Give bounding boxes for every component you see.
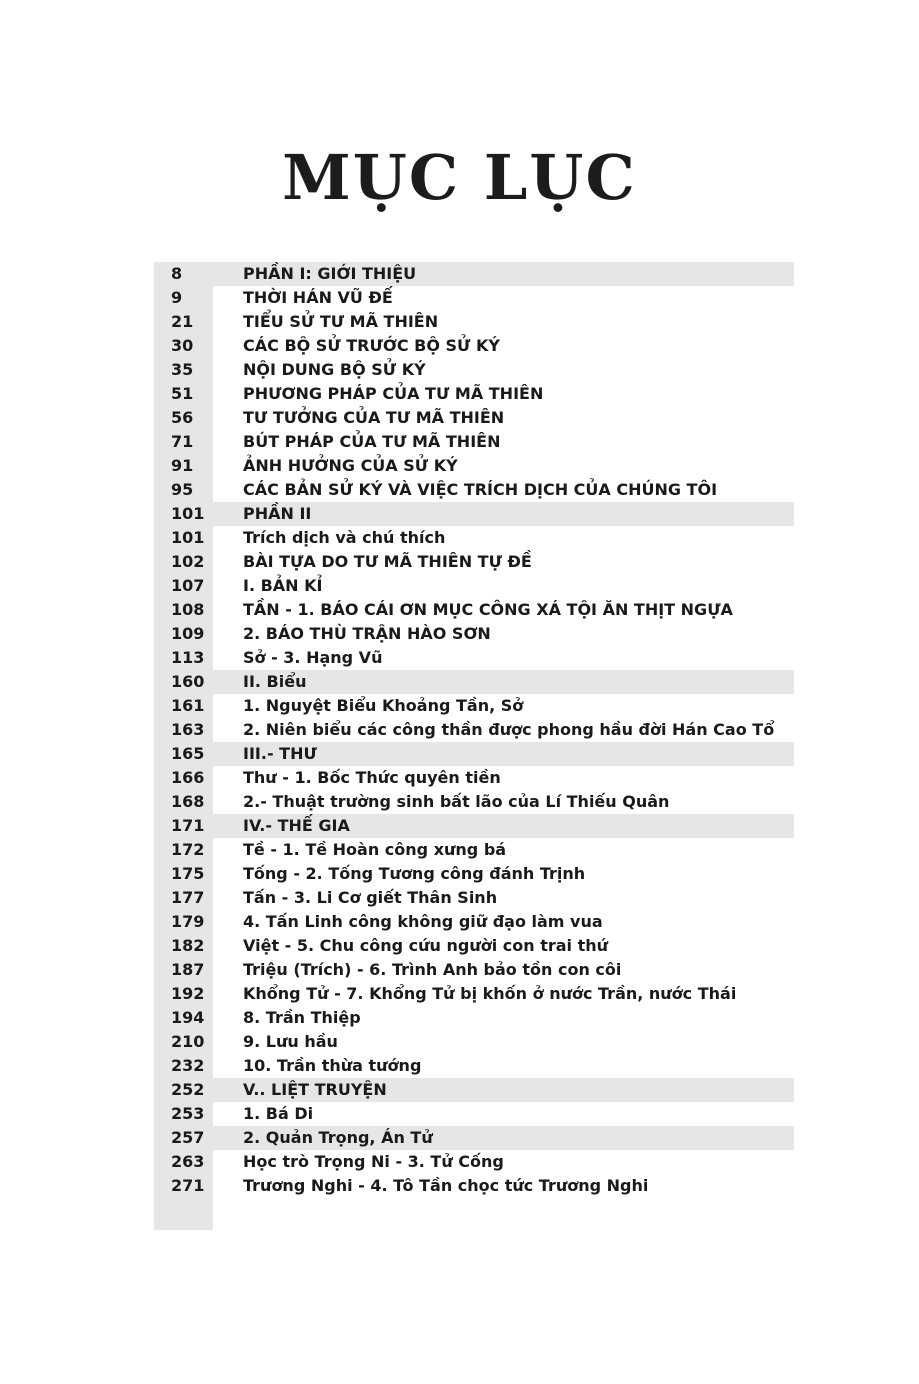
toc-entry-title: 2. BÁO THÙ TRẬN HÀO SƠN [243, 624, 491, 643]
toc-section-row [154, 262, 794, 286]
toc-entry-title: BÀI TỰA DO TƯ MÃ THIÊN TỰ ĐỀ [243, 552, 532, 571]
toc-page-number: 252 [171, 1080, 205, 1099]
toc-page-number: 194 [171, 1008, 205, 1027]
toc-entry-title: NỘI DUNG BỘ SỬ KÝ [243, 360, 426, 379]
toc-page-number: 179 [171, 912, 205, 931]
toc-page-number: 253 [171, 1104, 205, 1123]
toc-page-number: 177 [171, 888, 205, 907]
toc-entry-row [154, 766, 794, 790]
toc-entry-row [154, 982, 794, 1006]
toc-page-number: 187 [171, 960, 205, 979]
toc-entry-title: 9. Lưu hầu [243, 1032, 338, 1051]
toc-entry-title: Khổng Tử - 7. Khổng Tử bị khốn ở nước Trần, nước Thái [243, 984, 737, 1003]
toc-page-number: 30 [171, 336, 194, 355]
toc-entry-row [154, 694, 794, 718]
toc-entry-row [154, 286, 794, 310]
toc-entry-row [154, 574, 794, 598]
toc-entry-row [154, 646, 794, 670]
toc-page-number: 101 [171, 504, 205, 523]
toc-entry-row [154, 478, 794, 502]
toc-page-number: 263 [171, 1152, 205, 1171]
toc-entry-title: PHẦN I: GIỚI THIỆU [243, 264, 417, 283]
toc-entry-row [154, 934, 794, 958]
toc-section-row [154, 1078, 794, 1102]
toc-section-row [154, 670, 794, 694]
toc-page-number: 165 [171, 744, 205, 763]
toc-page-number: 166 [171, 768, 205, 787]
toc-page-number: 21 [171, 312, 194, 331]
toc-entry-title: Triệu (Trích) - 6. Trình Anh bảo tồn con côi [243, 960, 622, 979]
toc-page-number: 161 [171, 696, 205, 715]
toc-entry-title: 8. Trần Thiệp [243, 1008, 361, 1027]
toc-entry-title: II. Biểu [243, 672, 307, 691]
toc-page-number: 163 [171, 720, 205, 739]
toc-page-number: 271 [171, 1176, 205, 1195]
toc-entry-title: Trích dịch và chú thích [243, 528, 446, 547]
toc-entry-row [154, 1054, 794, 1078]
toc-page-number: 192 [171, 984, 205, 1003]
toc-page-number: 172 [171, 840, 205, 859]
toc-entry-title: 1. Bá Di [243, 1104, 314, 1123]
toc-page-number: 9 [171, 288, 183, 307]
toc-page-number: 160 [171, 672, 205, 691]
toc-section-row [154, 742, 794, 766]
toc-page-number: 56 [171, 408, 194, 427]
toc-page-number: 35 [171, 360, 194, 379]
toc-entry-title: ẢNH HƯỞNG CỦA SỬ KÝ [243, 456, 458, 475]
toc-entry-row [154, 838, 794, 862]
toc-entry-title: Việt - 5. Chu công cứu người con trai thứ [243, 936, 609, 955]
toc-page-number: 232 [171, 1056, 205, 1075]
toc-page-number: 257 [171, 1128, 205, 1147]
toc-page-number: 175 [171, 864, 205, 883]
toc-entry-title: V.. LIỆT TRUYỆN [243, 1080, 387, 1099]
toc-entry-row [154, 958, 794, 982]
toc-entry-title: Học trò Trọng Ni - 3. Tử Cống [243, 1152, 504, 1171]
toc-entry-row [154, 430, 794, 454]
page-title: MỤC LỤC [282, 141, 637, 214]
toc-entry-row [154, 1150, 794, 1174]
toc-entry-title: 2. Quản Trọng, Án Tử [243, 1128, 433, 1147]
toc-entry-title: BÚT PHÁP CỦA TƯ MÃ THIÊN [243, 432, 501, 451]
toc-entry-row [154, 334, 794, 358]
toc-entry-title: 4. Tấn Linh công không giữ đạo làm vua [243, 912, 603, 931]
toc-page-number: 95 [171, 480, 194, 499]
toc-entry-title: CÁC BẢN SỬ KÝ VÀ VIỆC TRÍCH DỊCH CỦA CHÚNG TÔI [243, 480, 718, 499]
toc-page-number: 168 [171, 792, 205, 811]
toc-entry-row [154, 1102, 794, 1126]
toc-section-row [154, 814, 794, 838]
toc-entry-row [154, 358, 794, 382]
toc-section-row [154, 502, 794, 526]
toc-entry-title: TƯ TƯỞNG CỦA TƯ MÃ THIÊN [243, 408, 505, 427]
toc-entry-row [154, 1174, 794, 1198]
toc-page-number: 210 [171, 1032, 205, 1051]
toc-entry-title: CÁC BỘ SỬ TRƯỚC BỘ SỬ KÝ [243, 336, 500, 355]
toc-entry-title: Sở - 3. Hạng Vũ [243, 648, 383, 667]
toc-entry-title: Tề - 1. Tề Hoàn công xưng bá [243, 840, 507, 859]
toc-entry-row [154, 598, 794, 622]
toc-page-number: 113 [171, 648, 205, 667]
toc-entry-title: I. BẢN KỈ [243, 576, 323, 595]
toc-entry-title: PHƯƠNG PHÁP CỦA TƯ MÃ THIÊN [243, 384, 544, 403]
toc-entry-row [154, 454, 794, 478]
toc-entry-title: III.- THƯ [243, 744, 317, 763]
toc-entry-title: 10. Trần thừa tướng [243, 1056, 422, 1075]
toc-entry-title: 1. Nguyệt Biểu Khoảng Tần, Sở [243, 696, 524, 715]
toc-page-number: 109 [171, 624, 205, 643]
toc-page-number: 182 [171, 936, 205, 955]
toc-entry-title: PHẦN II [243, 504, 312, 523]
toc-page-number: 101 [171, 528, 205, 547]
toc-entry-title: Thư - 1. Bốc Thức quyên tiền [243, 768, 501, 787]
toc-page-number: 102 [171, 552, 205, 571]
toc-entry-row [154, 886, 794, 910]
toc-entry-title: THỜI HÁN VŨ ĐẾ [243, 288, 393, 307]
toc-entry-row [154, 622, 794, 646]
toc-entry-row [154, 718, 794, 742]
toc-entry-title: TẦN - 1. BÁO CÁI ƠN MỤC CÔNG XÁ TỘI ĂN THỊT NGỰA [243, 600, 733, 619]
toc-entry-row [154, 910, 794, 934]
toc-page-number: 51 [171, 384, 194, 403]
toc-entry-title: 2. Niên biểu các công thần được phong hầu đời Hán Cao Tổ [243, 720, 775, 739]
toc-page-number: 91 [171, 456, 194, 475]
toc-entry-title: 2.- Thuật trường sinh bất lão của Lí Thiếu Quân [243, 792, 670, 811]
toc-entry-row [154, 1030, 794, 1054]
toc-page-number: 108 [171, 600, 205, 619]
toc-entry-row [154, 1006, 794, 1030]
toc-entry-title: Trương Nghi - 4. Tô Tần chọc tức Trương Nghi [243, 1176, 649, 1195]
toc-entry-title: Tống - 2. Tống Tương công đánh Trịnh [243, 864, 586, 883]
toc-page-number: 171 [171, 816, 205, 835]
toc-entry-title: IV.- THẾ GIA [243, 816, 350, 835]
toc-entry-title: TIỂU SỬ TƯ MÃ THIÊN [243, 312, 439, 331]
toc-entry-row [154, 310, 794, 334]
toc-entry-row [154, 550, 794, 574]
toc-entry-row [154, 862, 794, 886]
toc-section-row [154, 1126, 794, 1150]
toc-entry-row [154, 382, 794, 406]
toc-entry-row [154, 526, 794, 550]
toc-entry-title: Tấn - 3. Li Cơ giết Thân Sinh [243, 888, 498, 907]
toc-entry-row [154, 790, 794, 814]
toc-page-number: 8 [171, 264, 183, 283]
toc-page-number: 107 [171, 576, 205, 595]
toc-entry-row [154, 406, 794, 430]
toc-page-number: 71 [171, 432, 194, 451]
table-of-contents [154, 262, 794, 1198]
